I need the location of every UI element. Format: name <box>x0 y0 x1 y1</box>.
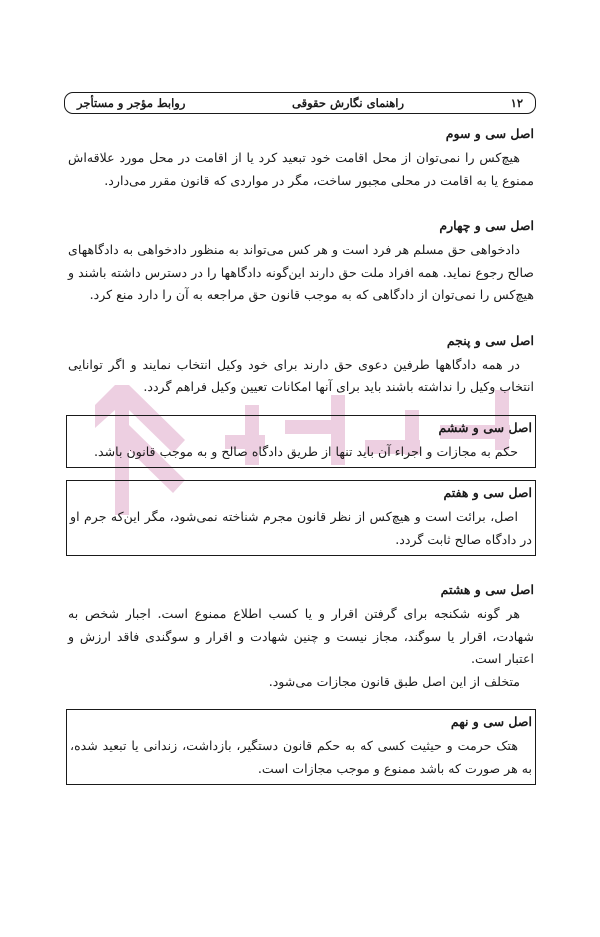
article-title: اصل سی و پنجم <box>446 332 534 348</box>
article-text: متخلف از این اصل طبق قانون مجازات می‌شود. <box>268 673 520 689</box>
article-37-box <box>66 480 536 556</box>
article-text: حکم به مجازات و اجراء آن باید تنها از طریق دادگاه صالح و به موجب قانون باشد. <box>93 443 518 459</box>
running-header <box>64 92 536 114</box>
page-number: ۱۲ <box>510 96 523 110</box>
article-38 <box>66 580 536 693</box>
book-title: راهنمای نگارش حقوقی <box>292 96 405 110</box>
page-body <box>66 124 536 785</box>
article-34 <box>66 216 536 307</box>
article-text: هتک حرمت و حیثیت کسی که به حکم قانون دستگیر، بازداشت، زندانی یا تبعید شده، به هر صورت که باشد ممنوع و موجب مجازات است. <box>70 738 532 776</box>
article-text: اصل، برائت است و هیچ‌کس از نظر قانون مجرم شناخته نمی‌شود، مگر این‌که جرم او در دادگاه صالح ثابت گردد. <box>70 509 532 547</box>
article-text: در همه دادگاهها طرفین دعوی حق دارند برای خود وکیل انتخاب نمایند و اگر توانایی انتخاب وکیل را نداشته باشند باید برای آنها امکانات تعیین وکیل فراهم گردد. <box>68 356 534 394</box>
chapter-title: روابط مؤجر و مستأجر <box>77 96 186 110</box>
article-title: اصل سی و چهارم <box>439 218 534 233</box>
article-text: هر گونه شکنجه برای گرفتن اقرار و یا کسب اطلاع ممنوع است. اجبار شخص به شهادت، اقرار یا سوگند، مجاز نیست و چنین شهادت و اقرار و سوگندی فاقد ارزش و اعتبار است. <box>68 606 534 666</box>
article-title: اصل سی و هشتم <box>440 582 534 597</box>
article-title: اصل سی و ششم <box>438 419 532 435</box>
article-35 <box>66 331 536 399</box>
article-36-box <box>66 415 536 469</box>
article-39-box <box>66 709 536 785</box>
article-text: دادخواهی حق مسلم هر فرد است و هر کس می‌تواند به منظور دادخواهی به دادگاههای صالح رجوع نماید. همه افراد ملت حق دارند این‌گونه دادگاهها را در دسترس داشته باشند و هیچ‌کس را نمی‌توان از دادگاهی که به موجب قانون حق مراجعه به آن را دارد منع کرد. <box>68 242 534 302</box>
article-text: هیچ‌کس را نمی‌توان از محل اقامت خود تبعید کرد یا از اقامت در محل مورد علاقه‌اش ممنوع یا به اقامت در محلی مجبور ساخت، مگر در مواردی که قانون مقرر می‌دارد. <box>68 150 534 188</box>
article-title: اصل سی و هفتم <box>443 485 532 500</box>
article-33 <box>66 124 536 192</box>
article-title: اصل سی و سوم <box>445 126 534 141</box>
article-title: اصل سی و نهم <box>450 714 532 729</box>
